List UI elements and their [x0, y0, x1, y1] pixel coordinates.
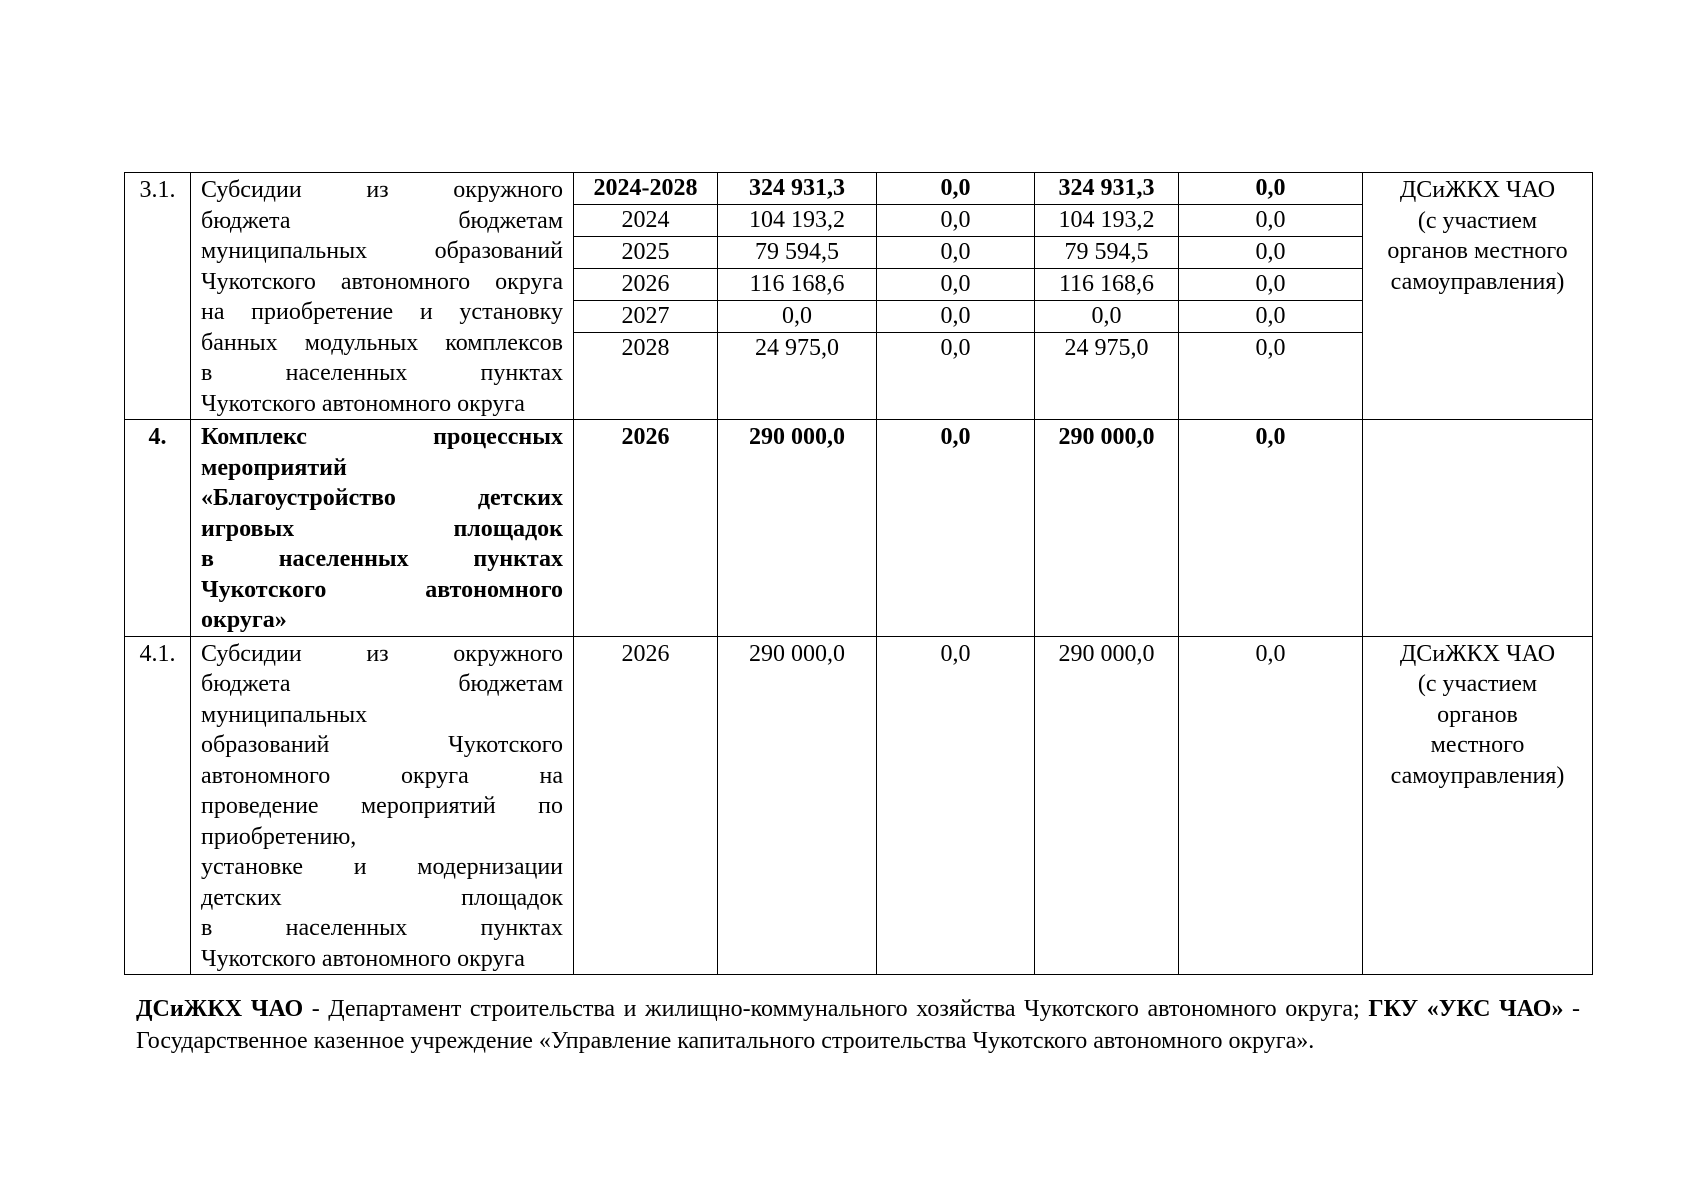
- federal-budget-cell: 0,0: [877, 636, 1035, 975]
- other-sources-cell: 0,0: [1179, 636, 1363, 975]
- sub-value: 2027: [574, 300, 717, 332]
- sub-value: 116 168,6: [718, 268, 876, 300]
- description-line: муниципальных: [201, 701, 368, 728]
- sub-value: 79 594,5: [1035, 236, 1178, 268]
- abbr-gku-uks-text: - Государственное казенное учреждение «Управление капитального строительства Чукотского автономного округа».: [136, 996, 1581, 1054]
- sub-value: 0,0: [877, 332, 1034, 364]
- responsible-line: органов местного: [1387, 238, 1568, 264]
- row-number: 3.1.: [125, 173, 191, 420]
- row-description: [191, 173, 574, 420]
- federal-budget-cell: [877, 173, 1035, 420]
- regional-budget-cell: 290 000,0: [1035, 420, 1179, 637]
- responsible-line: ДСиЖКХ ЧАО: [1399, 177, 1556, 203]
- row-number: 4.: [125, 420, 191, 637]
- sub-value: 24 975,0: [1035, 332, 1178, 364]
- row-description: [191, 636, 574, 975]
- description-line: в населенных пунктах: [201, 915, 563, 941]
- description-line: установке и модернизации: [201, 854, 563, 880]
- sub-value: 104 193,2: [1035, 204, 1178, 236]
- row-description: [191, 420, 574, 637]
- regional-budget-cell: 290 000,0: [1035, 636, 1179, 975]
- description-line: бюджета бюджетам: [201, 207, 563, 234]
- abbr-dsizhkh-text: - Департамент строительства и жилищно-коммунального хозяйства Чукотского автономного округа;: [303, 996, 1360, 1022]
- sub-value: 0,0: [1179, 300, 1362, 332]
- responsible-executor: [1363, 420, 1593, 637]
- sub-value: 0,0: [1179, 204, 1362, 236]
- total-cell: 290 000,0: [718, 636, 877, 975]
- description-line: округа»: [201, 607, 287, 633]
- footnote: [136, 993, 1580, 1057]
- description-line: «Благоустройство детских: [201, 485, 563, 511]
- year-cell: [574, 173, 718, 420]
- sub-value: 0,0: [1179, 332, 1362, 364]
- description-line: Субсидии из окружного: [201, 640, 563, 667]
- sub-value: 104 193,2: [718, 204, 876, 236]
- sub-value: 2026: [574, 268, 717, 300]
- table-row: [125, 420, 1593, 637]
- total-cell: [718, 173, 877, 420]
- description-line: Чукотского автономного округа: [201, 945, 525, 972]
- other-sources-cell: [1179, 173, 1363, 420]
- abbr-dsizhkh: ДСиЖКХ ЧАО: [136, 996, 304, 1022]
- footnote-line: [136, 993, 1580, 1057]
- description-line: Субсидии из окружного: [201, 177, 563, 203]
- table-row: [125, 636, 1593, 975]
- sub-value: 2024: [574, 204, 717, 236]
- responsible-line: самоуправления): [1390, 268, 1565, 295]
- sub-value: 0,0: [1035, 300, 1178, 332]
- sub-value: 79 594,5: [718, 236, 876, 268]
- sub-value: 324 931,3: [1058, 175, 1155, 201]
- description-line: на приобретение и установку: [201, 299, 563, 325]
- table-row: [125, 173, 1593, 420]
- sub-value: 0,0: [877, 300, 1034, 332]
- sub-value: 0,0: [940, 175, 971, 201]
- description-line: проведение мероприятий по: [201, 793, 563, 819]
- row-number: 4.1.: [125, 636, 191, 975]
- total-cell: 290 000,0: [718, 420, 877, 637]
- responsible-line: (с участием: [1417, 671, 1538, 697]
- sub-value: 0,0: [1255, 175, 1286, 201]
- other-sources-cell: 0,0: [1179, 420, 1363, 637]
- sub-value: 0,0: [877, 268, 1034, 300]
- description-line: Чукотского автономного округа: [201, 390, 525, 417]
- description-line: Чукотского автономного: [201, 576, 563, 603]
- responsible-executor: [1363, 173, 1593, 420]
- responsible-line: ДСиЖКХ ЧАО: [1399, 640, 1556, 667]
- regional-budget-cell: [1035, 173, 1179, 420]
- sub-value: 2028: [574, 332, 717, 364]
- description-line: Чукотского автономного округа: [201, 268, 563, 295]
- responsible-line: (с участием: [1417, 207, 1538, 234]
- sub-value: 0,0: [877, 236, 1034, 268]
- sub-value: 0,0: [1179, 236, 1362, 268]
- description-line: автономного округа на: [201, 762, 563, 789]
- year-cell: 2026: [574, 636, 718, 975]
- sub-value: 0,0: [1179, 268, 1362, 300]
- sub-value: 324 931,3: [749, 175, 845, 201]
- responsible-executor: [1363, 636, 1593, 975]
- description-line: банных модульных комплексов: [201, 329, 563, 356]
- description-line: бюджета бюджетам: [201, 671, 563, 697]
- abbr-gku-uks: ГКУ «УКС ЧАО»: [1368, 996, 1564, 1022]
- description-line: муниципальных образований: [201, 238, 563, 264]
- description-line: приобретению,: [201, 823, 357, 850]
- description-line: детских площадок: [201, 884, 563, 911]
- sub-value: 0,0: [718, 300, 876, 332]
- federal-budget-cell: 0,0: [877, 420, 1035, 637]
- description-line: Комплекс процессных: [201, 424, 563, 450]
- responsible-line: местного: [1430, 732, 1525, 758]
- sub-value: 24 975,0: [718, 332, 876, 364]
- description-line: в населенных пунктах: [201, 360, 563, 386]
- sub-value: 0,0: [877, 204, 1034, 236]
- sub-value: 2024-2028: [593, 175, 698, 201]
- financing-table: [124, 172, 1593, 975]
- sub-value: 2025: [574, 236, 717, 268]
- responsible-line: самоуправления): [1390, 762, 1565, 789]
- description-line: образований Чукотского: [201, 732, 563, 758]
- description-line: игровых площадок: [201, 515, 563, 542]
- description-line: в населенных пунктах: [201, 546, 563, 572]
- responsible-line: органов: [1437, 701, 1518, 728]
- sub-value: 116 168,6: [1035, 268, 1178, 300]
- description-line: мероприятий: [201, 454, 347, 481]
- year-cell: 2026: [574, 420, 718, 637]
